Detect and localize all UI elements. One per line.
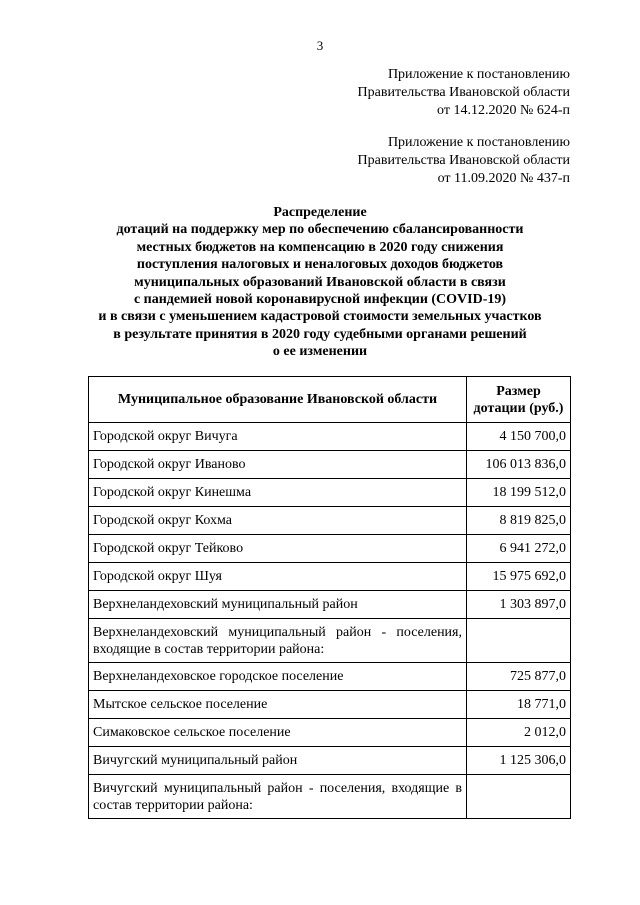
document-title: [80, 204, 560, 361]
subsidy-table: [88, 376, 571, 819]
cell-municipality: Городской округ Иваново: [89, 451, 467, 479]
table-row: [89, 619, 571, 663]
table-row: [89, 423, 571, 451]
title-line: муниципальных образований Ивановской области в связи: [134, 274, 506, 290]
table-row: [89, 691, 571, 719]
table-row: [89, 747, 571, 775]
appendix-current-line3: от 14.12.2020 № 624-п: [437, 103, 570, 118]
subsidy-table-wrapper: [88, 376, 571, 819]
appendix-current: [250, 66, 570, 120]
title-line: дотаций на поддержку мер по обеспечению сбалансированности: [116, 222, 524, 238]
cell-municipality: Мытское сельское поселение: [89, 691, 467, 719]
title-line: о ее изменении: [272, 344, 368, 360]
table-row: [89, 507, 571, 535]
cell-municipality: Городской округ Шуя: [89, 563, 467, 591]
appendix-previous: [250, 134, 570, 188]
header-municipality: Муниципальное образование Ивановской области: [89, 377, 467, 423]
cell-municipality: Вичугский муниципальный район - поселения, входящие в состав территории района:: [89, 775, 467, 819]
table-row: [89, 591, 571, 619]
cell-amount: [467, 619, 571, 663]
cell-amount: 1 303 897,0: [467, 591, 571, 619]
title-line: в результате принятия в 2020 году судебными органами решений: [113, 326, 527, 342]
table-row: [89, 663, 571, 691]
cell-municipality: Симаковское сельское поселение: [89, 719, 467, 747]
cell-amount: 8 819 825,0: [467, 507, 571, 535]
cell-municipality: Вичугский муниципальный район: [89, 747, 467, 775]
appendix-current-line1: Приложение к постановлению: [387, 67, 570, 82]
cell-amount: 1 125 306,0: [467, 747, 571, 775]
appendix-current-line2: Правительства Ивановской области: [357, 85, 570, 100]
cell-amount: 6 941 272,0: [467, 535, 571, 563]
cell-amount: 2 012,0: [467, 719, 571, 747]
cell-municipality: Городской округ Вичуга: [89, 423, 467, 451]
cell-amount: [467, 775, 571, 819]
cell-amount: 18 771,0: [467, 691, 571, 719]
cell-amount: 15 975 692,0: [467, 563, 571, 591]
appendix-previous-line2: Правительства Ивановской области: [357, 153, 570, 168]
cell-amount: 4 150 700,0: [467, 423, 571, 451]
table-row: [89, 535, 571, 563]
table-row: [89, 451, 571, 479]
header-amount: Размер дотации (руб.): [467, 377, 571, 423]
table-row: [89, 719, 571, 747]
appendix-previous-line3: от 11.09.2020 № 437-п: [437, 171, 570, 186]
cell-amount: 106 013 836,0: [467, 451, 571, 479]
title-line: и в связи с уменьшением кадастровой стоимости земельных участков: [98, 309, 542, 325]
table-row: [89, 479, 571, 507]
cell-municipality: Городской округ Кинешма: [89, 479, 467, 507]
title-heading: Распределение: [273, 205, 367, 220]
title-line: с пандемией новой коронавирусной инфекции (COVID-19): [133, 292, 507, 308]
table-header-row: [89, 377, 571, 423]
cell-municipality: Верхнеландеховский муниципальный район: [89, 591, 467, 619]
appendix-previous-line1: Приложение к постановлению: [387, 135, 570, 150]
cell-municipality: Городской округ Кохма: [89, 507, 467, 535]
cell-municipality: Городской округ Тейково: [89, 535, 467, 563]
title-line: поступления налоговых и неналоговых доходов бюджетов: [136, 257, 504, 273]
cell-amount: 725 877,0: [467, 663, 571, 691]
cell-municipality: Верхнеландеховское городское поселение: [89, 663, 467, 691]
table-row: [89, 775, 571, 819]
title-line: местных бюджетов на компенсацию в 2020 году снижения: [136, 239, 504, 255]
cell-amount: 18 199 512,0: [467, 479, 571, 507]
table-row: [89, 563, 571, 591]
cell-municipality: Верхнеландеховский муниципальный район - поселения, входящие в состав территории района:: [89, 619, 467, 663]
page-number: 3: [316, 38, 324, 53]
